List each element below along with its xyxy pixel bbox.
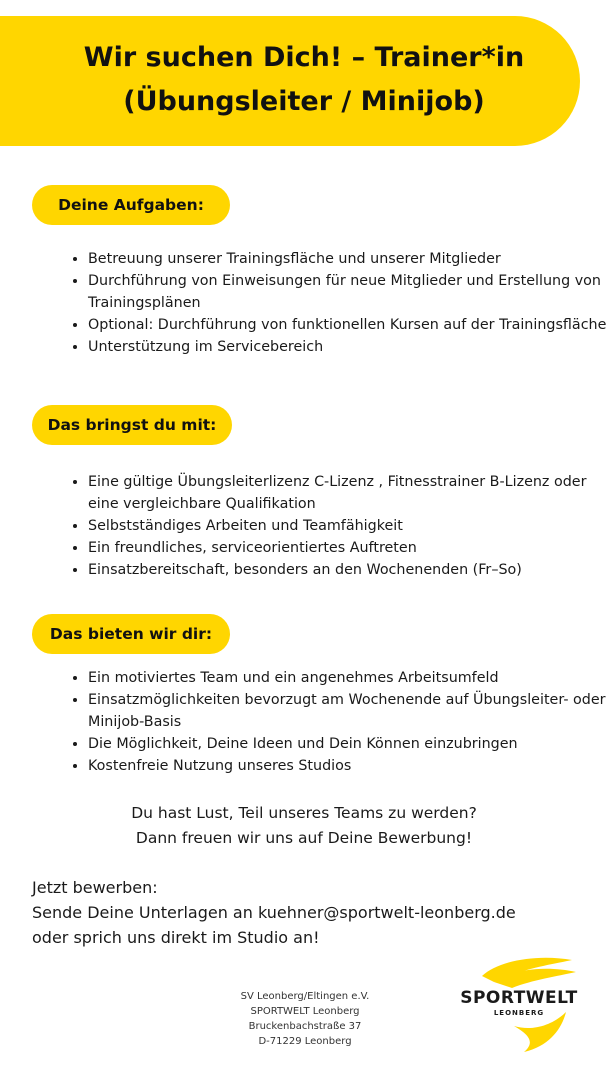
apply-studio-line: oder sprich uns direkt im Studio an! [32,928,320,947]
list-item: • Einsatzmöglichkeiten bevorzugt am Wochenende auf Übungsleiter- oder Minijob-Basis [88,689,608,733]
logo-sub: LEONBERG [493,1009,545,1017]
list-item: • Unterstützung im Servicebereich [88,336,608,358]
section-heading-tasks: Deine Aufgaben: [32,185,230,225]
list-item: • Optional: Durchführung von funktionellen Kursen auf der Trainingsfläche [88,314,608,336]
logo-name: SPORTWELT [460,988,578,1008]
list-item: • Betreuung unserer Trainingsfläche und unserer Mitglieder [88,248,608,270]
sportwelt-logo [454,954,594,1054]
list-item: • Ein freundliches, serviceorientiertes Auftreten [88,537,608,559]
section-heading-offer: Das bieten wir dir: [32,614,230,654]
offer-list [70,667,608,777]
list-item: • Durchführung von Einweisungen für neue Mitglieder und Erstellung von Trainingsplänen [88,270,608,314]
address-studio: SPORTWELT Leonberg [250,1006,360,1017]
address-club: SV Leonberg/Eltingen e.V. [240,991,370,1002]
section-heading-requirements: Das bringst du mit: [32,405,232,445]
list-item: • Kostenfreie Nutzung unseres Studios [88,755,608,777]
page-title-line1: Wir suchen Dich! – Trainer*in [83,42,525,73]
cta-line1: Du hast Lust, Teil unseres Teams zu werden? [131,804,477,822]
address-street: Bruckenbachstraße 37 [248,1021,362,1032]
apply-heading: Jetzt bewerben: [32,878,158,897]
list-item: • Eine gültige Übungsleiterlizenz C-Lizenz , Fitnesstrainer B-Lizenz oder eine vergleichbare Qualifikation [88,471,608,515]
list-item: • Selbstständiges Arbeiten und Teamfähigkeit [88,515,608,537]
requirements-list [70,471,608,581]
title-banner [0,16,580,146]
cta-line2: Dann freuen wir uns auf Deine Bewerbung! [135,829,473,847]
list-item: • Ein motiviertes Team und ein angenehmes Arbeitsumfeld [88,667,608,689]
list-item: • Die Möglichkeit, Deine Ideen und Dein Können einzubringen [88,733,608,755]
list-item: • Einsatzbereitschaft, besonders an den Wochenenden (Fr–So) [88,559,608,581]
page-title-line2: (Übungsleiter / Minijob) [123,86,485,117]
address-city: D-71229 Leonberg [258,1036,352,1047]
tasks-list [70,248,608,358]
apply-email-line: Sende Deine Unterlagen an kuehner@sportwelt-leonberg.de [32,903,516,922]
